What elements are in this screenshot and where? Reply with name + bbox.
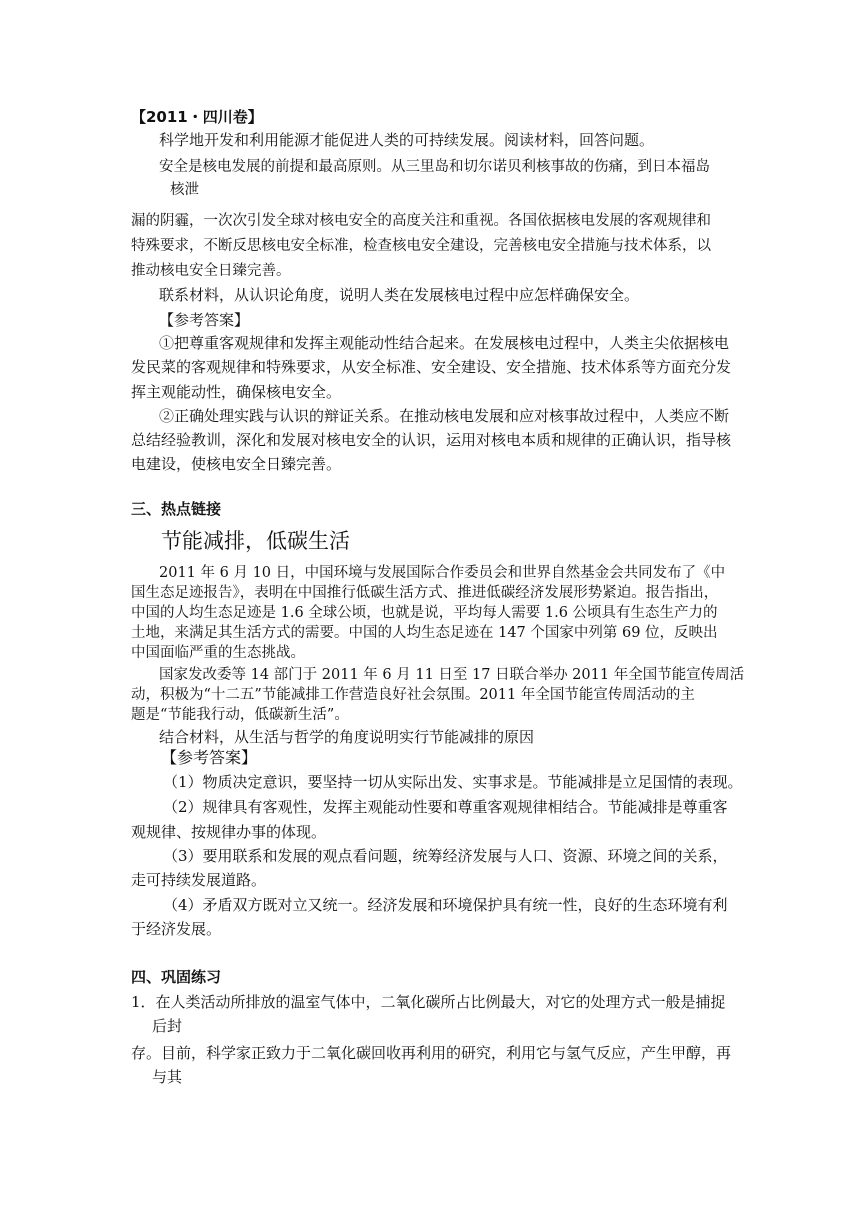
material-line: 中国的人均生态足迹是 1.6 全球公顷，也就是说，平均每人需要 1.6 公顷具有生态生产力的 bbox=[131, 605, 718, 621]
material-line: 漏的阴霾，一次次引发全球对核电安全的高度关注和重视。各国依据核电发展的客观规律和 bbox=[131, 213, 711, 229]
section-heading: 三、热点链接 bbox=[131, 500, 222, 518]
material-line: 中国面临严重的生态挑战。 bbox=[131, 645, 305, 661]
question-text: 结合材料，从生活与哲学的角度说明实行节能减排的原因 bbox=[159, 728, 535, 746]
material-line: 国家发改委等 14 部门于 2011 年 6 月 11 日至 17 日联合举办 2011 年全国节能宣传周活 bbox=[159, 667, 745, 683]
answer-line: （1）物质决定意识，要坚持一切从实际出发、实事求是。节能减排是立足国情的表现。 bbox=[163, 773, 743, 791]
exercise-line: 与其 bbox=[152, 1068, 183, 1086]
question-intro: 科学地开发和利用能源才能促进人类的可持续发展。阅读材料，回答问题。 bbox=[159, 131, 655, 149]
answer-label: 【参考答案】 bbox=[159, 311, 250, 329]
answer-line: 于经济发展。 bbox=[131, 920, 222, 938]
material-line: 国生态足迹报告》，表明在中国推行低碳生活方式、推进低碳经济发展形势紧迫。报告指出， bbox=[131, 585, 719, 601]
question-text: 联系材料，从认识论角度，说明人类在发展核电过程中应怎样确保安全。 bbox=[159, 286, 640, 304]
topic-title: 节能减排，低碳生活 bbox=[161, 529, 350, 553]
material-line: 题是“节能我行动，低碳新生活”。 bbox=[131, 707, 349, 723]
answer-line: ②正确处理实践与认识的辩证关系。在推动核电发展和应对核事故过程中，人类应不断 bbox=[159, 407, 730, 425]
section-heading: 四、巩固练习 bbox=[131, 968, 222, 986]
material-line: 推动核电安全日臻完善。 bbox=[131, 263, 291, 279]
answer-line: （2）规律具有客观性，发挥主观能动性要和尊重客观规律相结合。节能减排是尊重客 bbox=[163, 798, 728, 816]
material-line: 特殊要求，不断反思核电安全标准，检查核电安全建设，完善核电安全措施与技术体系，以 bbox=[131, 238, 711, 254]
answer-label: 【参考答案】 bbox=[161, 748, 258, 767]
material-line: 安全是核电发展的前提和最高原则。从三里岛和切尔诺贝利核事故的伤痛，到日本福岛 bbox=[159, 159, 710, 175]
answer-line: （4）矛盾双方既对立又统一。经济发展和环境保护具有统一性，良好的生态环境有利 bbox=[163, 896, 728, 914]
answer-line: 总结经验教训，深化和发展对核电安全的认识，运用对核电本质和规律的正确认识，指导核 bbox=[131, 431, 732, 449]
answer-line: 发民菜的客观规律和特殊要求，从安全标准、安全建设、安全措施、技术体系等方面充分发 bbox=[131, 358, 732, 376]
answer-line: 走可持续发展道路。 bbox=[131, 871, 267, 889]
material-line: 土地，来满足其生活方式的需要。中国的人均生态足迹在 147 个国家中列第 69 位，反映出 bbox=[131, 625, 718, 641]
exercise-line: 存。目前，科学家正致力于二氧化碳回收再利用的研究，利用它与氢气反应，产生甲醇，再 bbox=[131, 1044, 732, 1062]
material-line: 动，积极为“十二五”节能减排工作营造良好社会氛围。2011 年全国节能宣传周活动的主 bbox=[131, 687, 695, 703]
source-label: 【2011・四川卷】 bbox=[131, 108, 263, 126]
answer-line: 电建设，使核电安全日臻完善。 bbox=[131, 455, 342, 473]
answer-line: 挥主观能动性，确保核电安全。 bbox=[131, 383, 342, 401]
answer-line: 观规律、按规律办事的体现。 bbox=[131, 823, 327, 841]
exercise-line: 1．在人类活动所排放的温室气体中，二氧化碳所占比例最大，对它的处理方式一般是捕捉 bbox=[131, 993, 726, 1011]
answer-line: （3）要用联系和发展的观点看问题，统筹经济发展与人口、资源、环境之间的关系， bbox=[163, 847, 728, 865]
answer-line: ①把尊重客观规律和发挥主观能动性结合起来。在发展核电过程中，人类主尖依据核电 bbox=[159, 334, 730, 352]
material-line: 核泄 bbox=[170, 182, 199, 198]
exercise-line: 后封 bbox=[152, 1017, 183, 1035]
material-line: 2011 年 6 月 10 日，中国环境与发展国际合作委员会和世界自然基金会共同发布了《中 bbox=[159, 565, 726, 581]
